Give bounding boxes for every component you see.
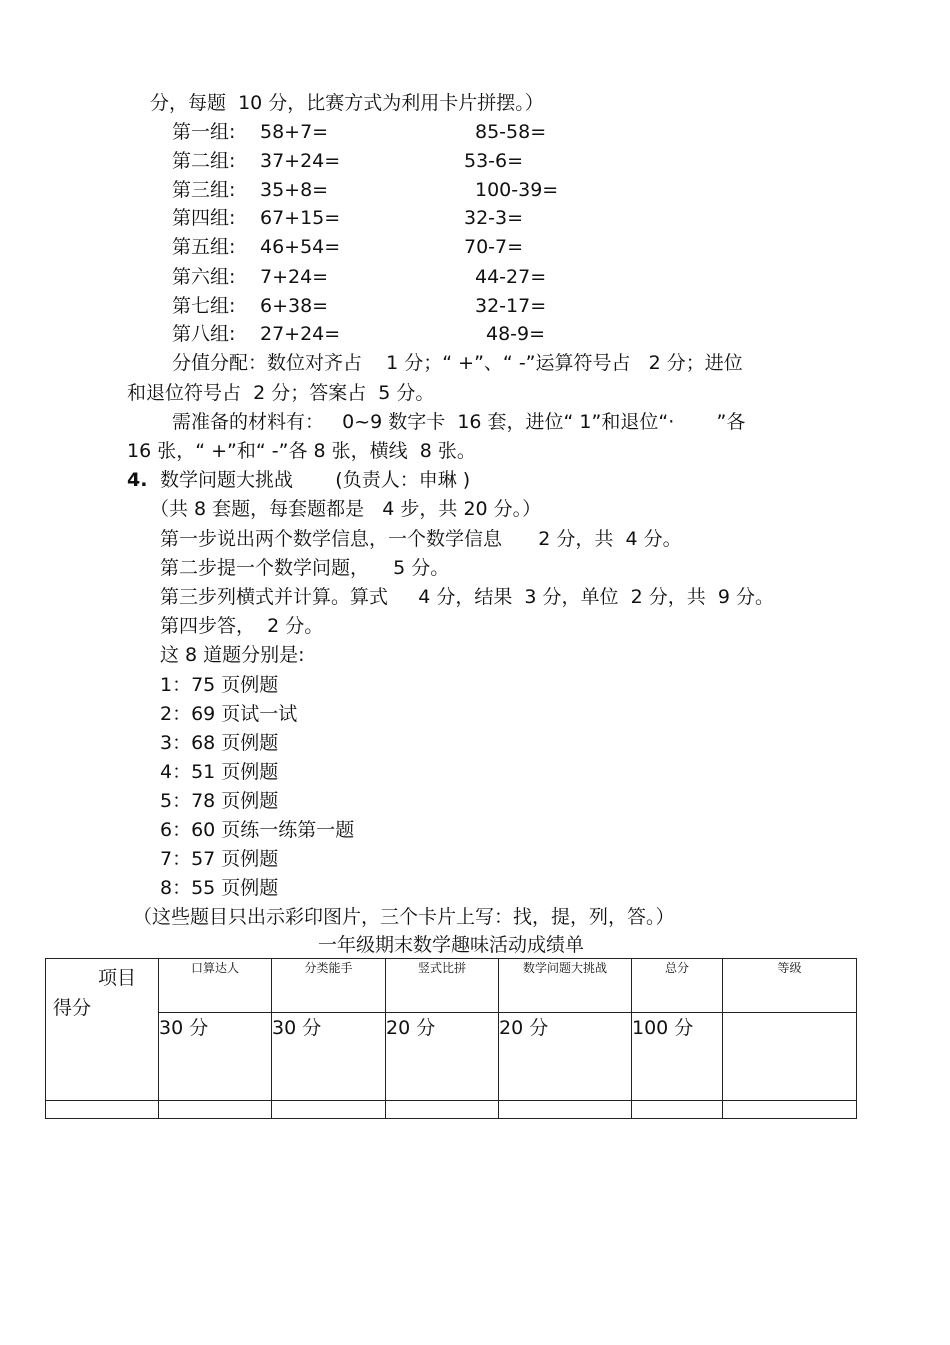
empty-cell — [46, 1101, 159, 1119]
group-label: 第八组: — [172, 323, 236, 345]
step-line: 第一步说出两个数学信息，一个数学信息 2 分，共 4 分。 — [160, 528, 682, 550]
group-label: 第二组: — [172, 150, 236, 172]
list-item: 8：55 页例题 — [160, 877, 279, 899]
group-expr-b: 70-7= — [464, 236, 524, 258]
list-item: 6：60 页练一练第一题 — [160, 819, 355, 841]
materials-line-2: 16 张，“ +”和“ -”各 8 张，横线 8 张。 — [127, 440, 476, 462]
scoring-line-2: 和退位符号占 2 分；答案占 5 分。 — [127, 382, 435, 404]
empty-cell — [159, 1101, 272, 1119]
header-cell: 竖式比拼 — [386, 959, 499, 1013]
section-heading: 数学问题大挑战 (负责人：申琳 ) — [160, 469, 471, 491]
empty-cell — [632, 1101, 723, 1119]
list-item: 5：78 页例题 — [160, 790, 279, 812]
table-row — [46, 1013, 857, 1101]
group-expr-a: 37+24= — [260, 150, 341, 172]
header-cell: 口算达人 — [159, 959, 272, 1013]
step-line: 第三步列横式并计算。算式 4 分，结果 3 分，单位 2 分，共 9 分。 — [160, 586, 774, 608]
step-line: 第二步提一个数学问题， 5 分。 — [160, 557, 450, 579]
value-cell: 30 分 — [159, 1013, 272, 1101]
group-expr-a: 6+38= — [260, 295, 329, 317]
table-row — [46, 1101, 857, 1119]
header-cell: 总分 — [632, 959, 723, 1013]
corner-label-item: 项目 — [98, 967, 137, 989]
table-title: 一年级期末数学趣味活动成绩单 — [318, 934, 585, 956]
group-expr-a: 35+8= — [260, 179, 329, 201]
group-expr-b: 100-39= — [475, 179, 559, 201]
empty-cell — [272, 1101, 386, 1119]
empty-cell — [386, 1101, 499, 1119]
list-item: 3：68 页例题 — [160, 732, 279, 754]
group-expr-b: 85-58= — [475, 121, 547, 143]
value-cell: 30 分 — [272, 1013, 386, 1101]
empty-cell — [499, 1101, 632, 1119]
list-item: 2：69 页试一试 — [160, 703, 298, 725]
group-label: 第三组: — [172, 179, 236, 201]
empty-cell — [723, 1101, 857, 1119]
value-cell: 100 分 — [632, 1013, 723, 1101]
group-label: 第五组: — [172, 236, 236, 258]
section-note: （共 8 套题，每套题都是 4 步，共 20 分。） — [150, 498, 542, 520]
group-expr-a: 46+54= — [260, 236, 341, 258]
group-expr-b: 48-9= — [486, 323, 546, 345]
list-item: 1：75 页例题 — [160, 674, 279, 696]
step-line: 第四步答， 2 分。 — [160, 615, 324, 637]
group-label: 第六组: — [172, 266, 236, 288]
list-intro: 这 8 道题分别是: — [160, 644, 305, 666]
part3-intro: 分，每题 10 分，比赛方式为利用卡片拼摆。） — [150, 92, 544, 114]
group-expr-a: 58+7= — [260, 121, 329, 143]
group-expr-a: 7+24= — [260, 266, 329, 288]
header-cell: 等级 — [723, 959, 857, 1013]
group-expr-a: 67+15= — [260, 207, 341, 229]
list-item: 7：57 页例题 — [160, 848, 279, 870]
group-expr-b: 44-27= — [475, 266, 547, 288]
group-expr-b: 32-17= — [475, 295, 547, 317]
value-cell: 20 分 — [499, 1013, 632, 1101]
group-expr-a: 27+24= — [260, 323, 341, 345]
group-label: 第七组: — [172, 295, 236, 317]
list-item: 4：51 页例题 — [160, 761, 279, 783]
header-cell: 分类能手 — [272, 959, 386, 1013]
corner-label-score: 得分 — [53, 997, 92, 1019]
group-expr-b: 53-6= — [464, 150, 524, 172]
materials-line-1: 需准备的材料有： 0~9 数字卡 16 套，进位“ 1”和退位“· ”各 — [172, 411, 746, 433]
scoring-line-1: 分值分配：数位对齐占 1 分；“ +”、“ -”运算符号占 2 分；进位 — [172, 352, 743, 374]
corner-cell — [46, 959, 159, 1101]
footnote: （这些题目只出示彩印图片，三个卡片上写：找，提，列，答。） — [133, 906, 675, 928]
value-cell: 20 分 — [386, 1013, 499, 1101]
section-number: 4. — [127, 469, 148, 491]
group-label: 第一组: — [172, 121, 236, 143]
grade-table — [45, 958, 857, 1119]
value-cell — [723, 1013, 857, 1101]
group-label: 第四组: — [172, 207, 236, 229]
header-cell: 数学问题大挑战 — [499, 959, 632, 1013]
table-row — [46, 959, 857, 1013]
group-expr-b: 32-3= — [464, 207, 524, 229]
